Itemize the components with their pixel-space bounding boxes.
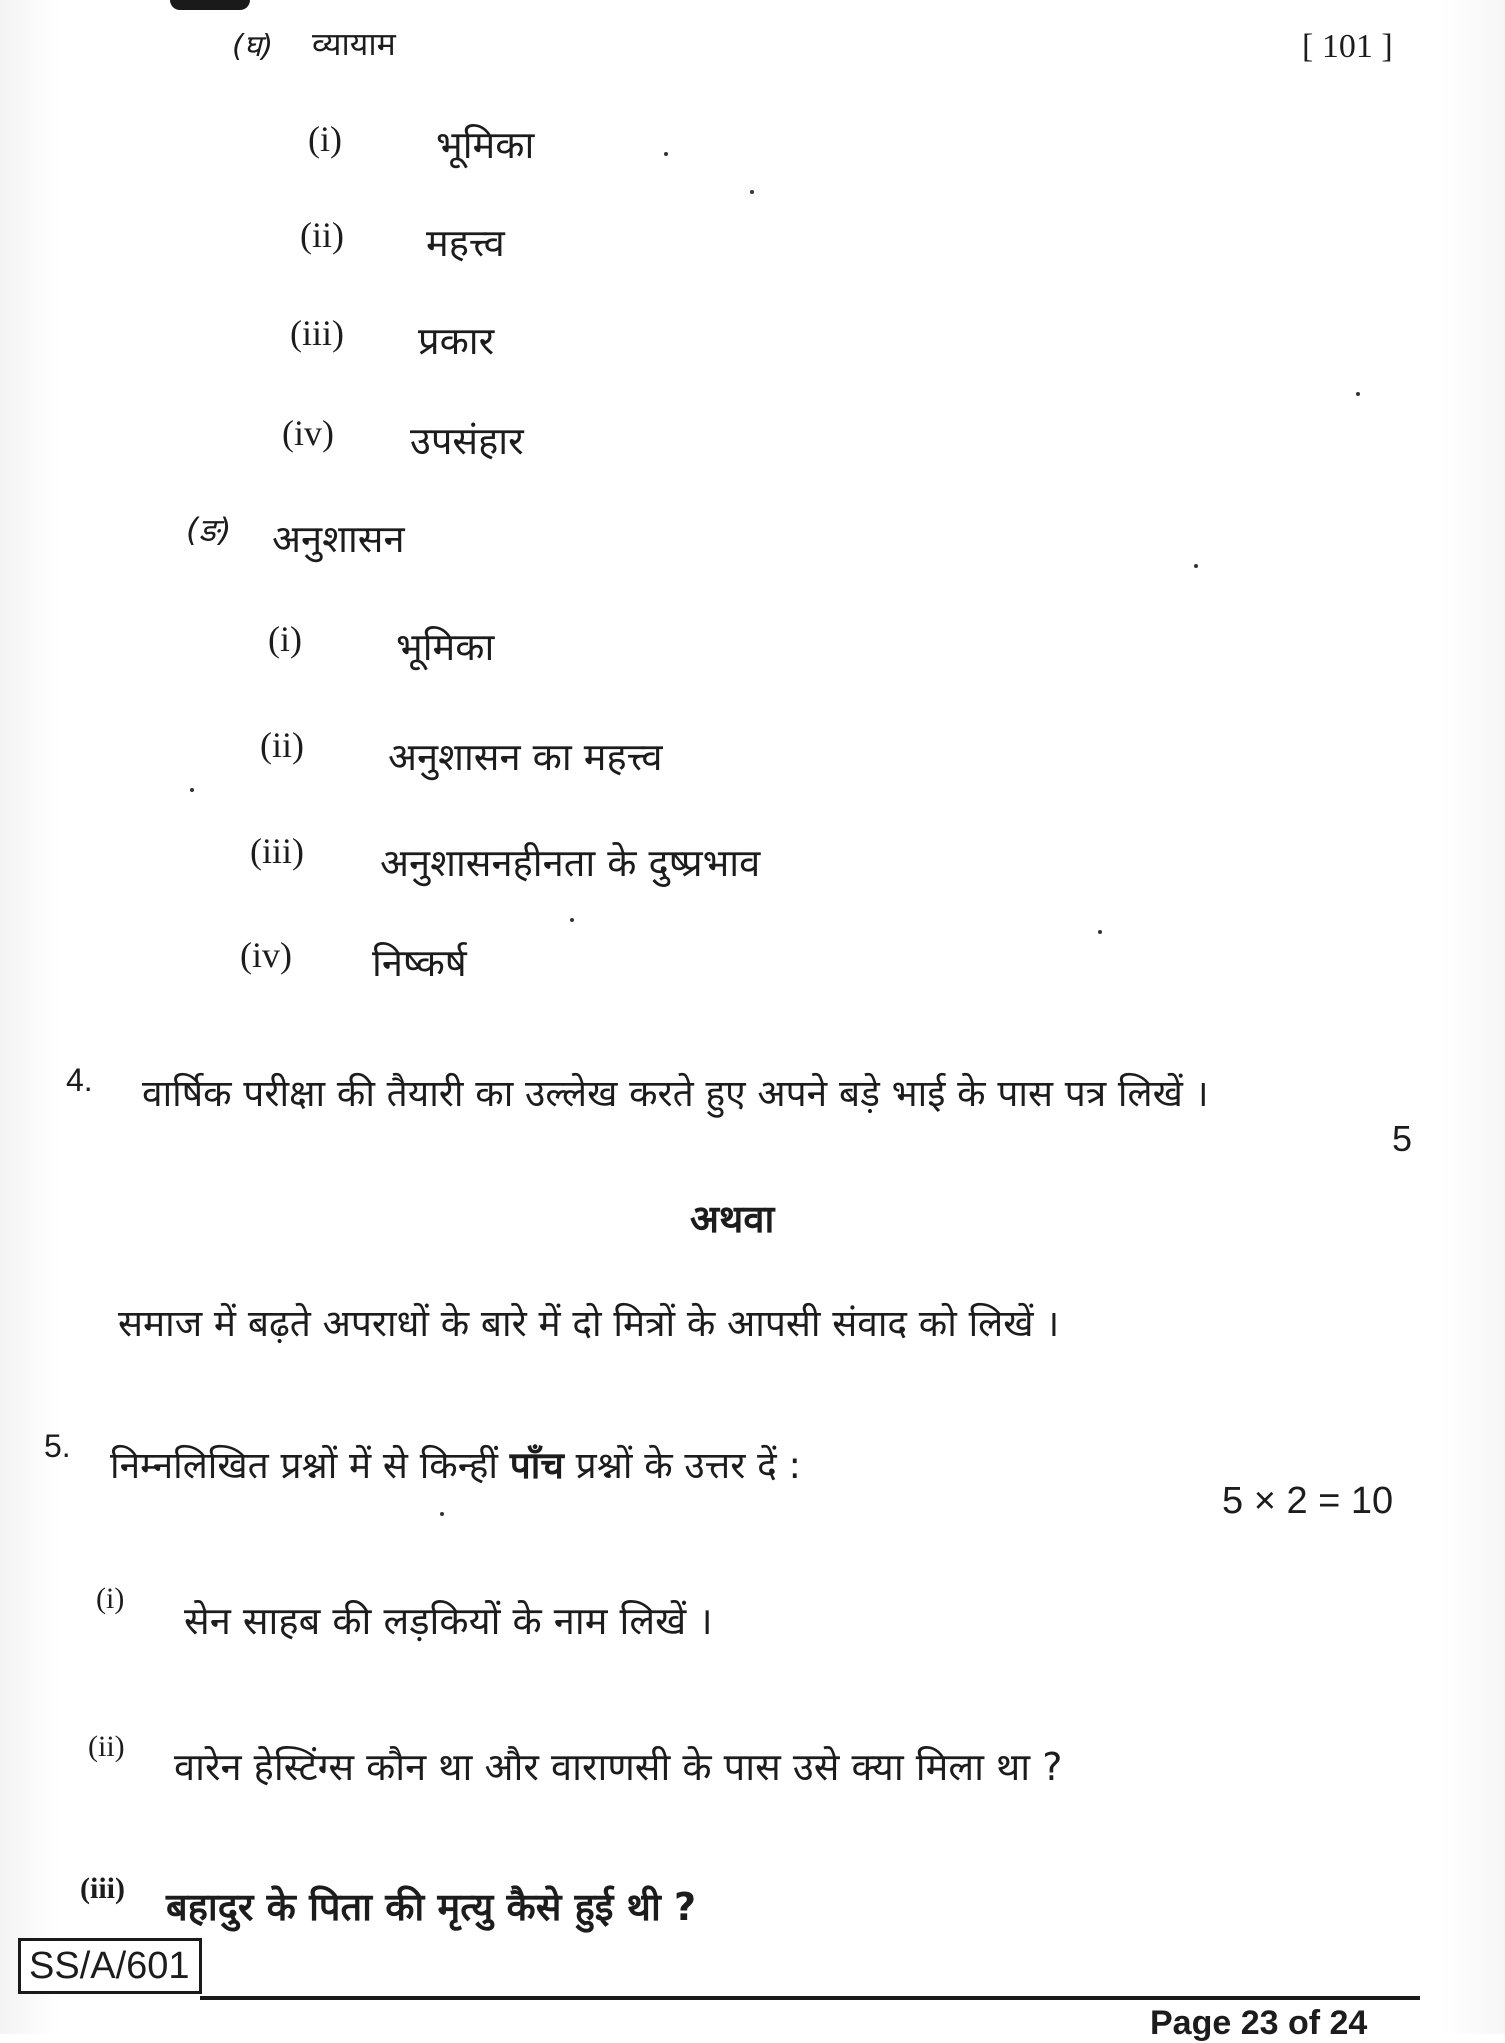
or-label: अथवा [690, 1197, 775, 1241]
question-5-sub-number: (iii) [80, 1872, 125, 1905]
question-4-number: 4. [66, 1062, 93, 1098]
paper-code-box: SS/A/601 [18, 1938, 202, 1994]
section-gha-label: (घ) [232, 29, 274, 64]
question-5-sub-text: सेन साहब की लड़कियों के नाम लिखें । [184, 1599, 713, 1643]
section-gha-item-number: (i) [308, 119, 342, 159]
question-5-number: 5. [44, 1428, 71, 1464]
question-5-sub-text: बहादुर के पिता की मृत्यु कैसे हुई थी ? [166, 1885, 697, 1929]
scan-speck [440, 1512, 444, 1516]
question-5-text-start: निम्नलिखित प्रश्नों में से किन्हीं [110, 1444, 510, 1487]
scan-speck [750, 190, 754, 194]
section-nga-item-number: (iii) [250, 831, 304, 871]
top-edge-mark [170, 0, 250, 10]
scan-speck [1098, 930, 1102, 934]
section-nga-item-text: अनुशासन का महत्त्व [388, 735, 663, 779]
scan-speck [190, 788, 194, 792]
footer-rule [200, 1996, 1420, 2000]
page-number: [ 101 ] [1302, 28, 1393, 65]
question-5-text-emphasis: पाँच [509, 1444, 564, 1487]
section-gha-item-text: प्रकार [418, 319, 495, 363]
footer-page-indicator: Page 23 of 24 [1150, 2004, 1368, 2042]
section-gha-item-text: भूमिका [436, 123, 535, 167]
question-5-marks: 5 × 2 = 10 [1222, 1480, 1394, 1522]
question-5-sub-number: (ii) [88, 1730, 125, 1763]
section-gha-item-text: उपसंहार [410, 419, 524, 463]
section-gha-title: व्यायाम [312, 25, 396, 63]
section-nga-item-text: अनुशासनहीनता के दुष्प्रभाव [380, 841, 761, 885]
question-4-text: वार्षिक परीक्षा की तैयारी का उल्लेख करते हुए अपने बड़े भाई के पास पत्र लिखें । [142, 1072, 1209, 1115]
section-nga-label: (ङ) [186, 511, 232, 549]
scan-speck [570, 918, 574, 922]
section-gha-item-text: महत्त्व [426, 221, 505, 265]
section-gha-item-number: (iii) [290, 313, 344, 353]
section-nga-title: अनुशासन [272, 517, 405, 561]
question-4-marks: 5 [1392, 1118, 1413, 1159]
section-nga-item-number: (i) [268, 619, 302, 659]
question-5-sub-text: वारेन हेस्टिंग्स कौन था और वाराणसी के पास उसे क्या मिला था ? [174, 1745, 1063, 1789]
section-gha-item-number: (iv) [282, 413, 334, 453]
section-nga-item-text: निष्कर्ष [372, 941, 467, 985]
scan-speck [1194, 564, 1198, 568]
question-5-text-end: प्रश्नों के उत्तर दें : [563, 1444, 801, 1487]
question-5-text [110, 1438, 801, 1489]
question-4-alternative-text: समाज में बढ़ते अपराधों के बारे में दो मित्रों के आपसी संवाद को लिखें । [118, 1302, 1060, 1345]
section-gha-item-number: (ii) [300, 215, 344, 255]
section-nga-item-text: भूमिका [396, 625, 495, 669]
section-nga-item-number: (iv) [240, 935, 292, 975]
scan-speck [1356, 392, 1360, 396]
question-5-sub-number: (i) [96, 1582, 125, 1615]
scan-speck [664, 152, 668, 156]
section-nga-item-number: (ii) [260, 725, 304, 765]
